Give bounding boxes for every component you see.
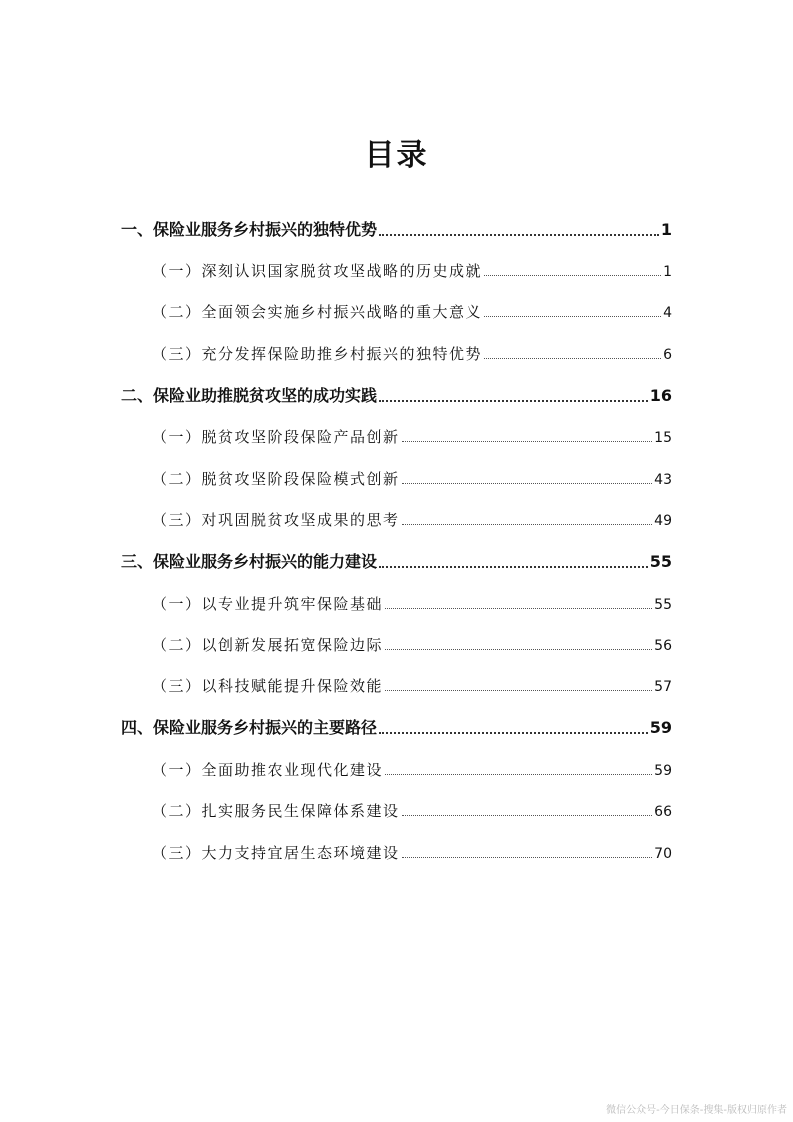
toc-entry-label: （三）充分发挥保险助推乡村振兴的独特优势 bbox=[152, 345, 483, 363]
toc-entry-chapter[interactable] bbox=[121, 716, 672, 740]
toc-entry-label: （一）脱贫攻坚阶段保险产品创新 bbox=[152, 428, 400, 446]
toc-page-number: 1 bbox=[660, 220, 672, 239]
toc-page-number: 57 bbox=[654, 679, 672, 695]
dot-leader bbox=[402, 815, 653, 816]
toc-entry-chapter[interactable] bbox=[121, 218, 672, 242]
toc-entry-section[interactable] bbox=[152, 300, 672, 324]
toc-entry-chapter[interactable] bbox=[121, 384, 672, 408]
watermark-text: 微信公众号-今日保条-搜集-版权归原作者 bbox=[606, 1105, 787, 1116]
toc-page-number: 55 bbox=[654, 597, 672, 613]
dot-leader bbox=[402, 524, 653, 525]
dot-leader bbox=[385, 649, 652, 650]
dot-leader bbox=[484, 275, 661, 276]
dot-leader bbox=[379, 732, 648, 734]
toc-page-number: 66 bbox=[654, 804, 672, 820]
dot-leader bbox=[484, 358, 661, 359]
dot-leader bbox=[379, 400, 648, 402]
page-title: 目录 bbox=[364, 138, 429, 173]
dot-leader bbox=[379, 234, 659, 236]
dot-leader bbox=[402, 441, 653, 442]
toc-page-number: 70 bbox=[654, 846, 672, 862]
toc-page-number: 43 bbox=[654, 472, 672, 488]
toc-entry-label: （三）大力支持宜居生态环境建设 bbox=[152, 844, 400, 862]
dot-leader bbox=[385, 608, 652, 609]
toc-page-number: 6 bbox=[663, 347, 672, 363]
dot-leader bbox=[379, 566, 648, 568]
toc-page-number: 16 bbox=[649, 386, 672, 405]
toc-entry-label: 四、保险业服务乡村振兴的主要路径 bbox=[121, 718, 378, 737]
toc-entry-section[interactable] bbox=[152, 508, 672, 532]
toc-entry-label: （一）以专业提升筑牢保险基础 bbox=[152, 595, 384, 613]
dot-leader bbox=[402, 483, 653, 484]
toc-page-number: 1 bbox=[663, 264, 672, 280]
toc-entry-section[interactable] bbox=[152, 425, 672, 449]
toc-entry-label: 一、保险业服务乡村振兴的独特优势 bbox=[121, 220, 378, 239]
toc-entry-section[interactable] bbox=[152, 758, 672, 782]
toc-entry-section[interactable] bbox=[152, 674, 672, 698]
toc-page-number: 56 bbox=[654, 638, 672, 654]
toc-entry-label: （二）脱贫攻坚阶段保险模式创新 bbox=[152, 470, 400, 488]
dot-leader bbox=[385, 774, 652, 775]
toc-entry-label: （一）全面助推农业现代化建设 bbox=[152, 761, 384, 779]
toc-entry-label: 二、保险业助推脱贫攻坚的成功实践 bbox=[121, 386, 378, 405]
toc-entry-label: 三、保险业服务乡村振兴的能力建设 bbox=[121, 552, 378, 571]
toc-entry-label: （二）全面领会实施乡村振兴战略的重大意义 bbox=[152, 303, 483, 321]
toc-page-number: 59 bbox=[649, 718, 672, 737]
toc-entry-chapter[interactable] bbox=[121, 550, 672, 574]
toc-entry-section[interactable] bbox=[152, 467, 672, 491]
toc-page-number: 49 bbox=[654, 513, 672, 529]
toc-entry-label: （三）对巩固脱贫攻坚成果的思考 bbox=[152, 511, 400, 529]
toc-entry-section[interactable] bbox=[152, 799, 672, 823]
toc-entry-section[interactable] bbox=[152, 259, 672, 283]
toc-page-number: 15 bbox=[654, 430, 672, 446]
toc-page-number: 4 bbox=[663, 305, 672, 321]
toc-page-number: 55 bbox=[649, 552, 672, 571]
toc-entry-section[interactable] bbox=[152, 633, 672, 657]
dot-leader bbox=[385, 690, 652, 691]
dot-leader bbox=[402, 857, 653, 858]
toc-page-number: 59 bbox=[654, 763, 672, 779]
toc-entry-section[interactable] bbox=[152, 592, 672, 616]
toc-entry-section[interactable] bbox=[152, 841, 672, 865]
toc-entry-label: （二）扎实服务民生保障体系建设 bbox=[152, 802, 400, 820]
toc-entry-label: （三）以科技赋能提升保险效能 bbox=[152, 677, 384, 695]
dot-leader bbox=[484, 316, 661, 317]
toc-entry-section[interactable] bbox=[152, 342, 672, 366]
toc-entry-label: （一）深刻认识国家脱贫攻坚战略的历史成就 bbox=[152, 262, 483, 280]
toc-entry-label: （二）以创新发展拓宽保险边际 bbox=[152, 636, 384, 654]
